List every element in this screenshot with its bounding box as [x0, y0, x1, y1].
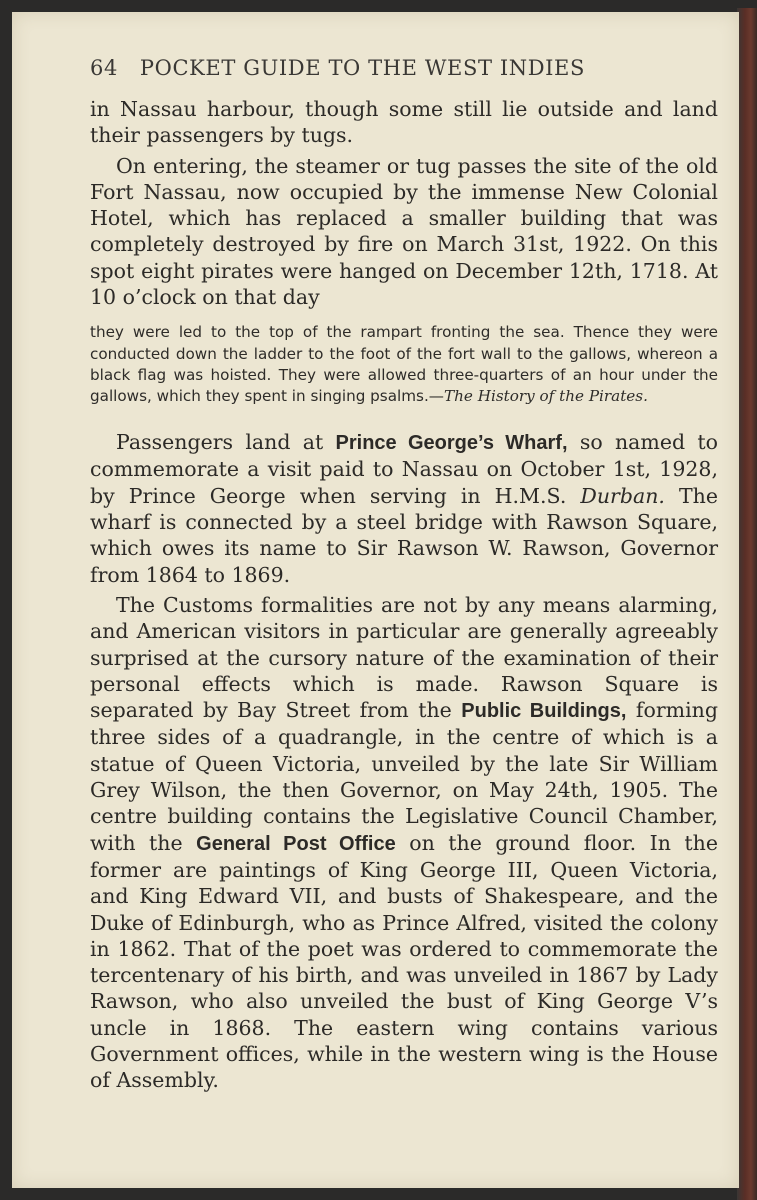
paragraph-4-text-a: The Customs formalities are not by any means alarming, and American visitors in particular are generally agreeably surprised at the cursory nature of the examination of their personal effects which is made. Rawson Square is separated by Bay Street from the: [90, 592, 718, 723]
public-buildings-heading: Public Buildings,: [461, 700, 627, 723]
paragraph-4-text-c: on the ground floor. In the former are paintings of King George III, Queen Victoria, and King Edward VII, and busts of Shakespeare, and the Duke of Edinburgh, who as Prince Alfred, visited the colony in 1862. That of the poet was ordered to commemorate the tercentenary of his birth, and was unveiled in 1867 by Lady Rawson, who also unveiled the bust of King George V’s uncle in 1868. The eastern wing contains various Government offices, while in the western wing is the House of Assembly.: [90, 830, 718, 1093]
paragraph-4: [90, 592, 718, 1094]
book-cover-edge: [737, 8, 757, 1200]
ship-name: Durban.: [580, 483, 665, 508]
running-header: [90, 56, 718, 90]
paragraph-3: [90, 429, 718, 588]
paragraph-1: in Nassau harbour, though some still lie outside and land their passengers by tugs.: [90, 97, 718, 148]
book-page: [12, 12, 739, 1188]
quote-source: The History of the Pirates.: [443, 386, 648, 405]
page-content: [90, 56, 718, 1094]
paragraph-3-text-a: Passengers land at: [116, 430, 336, 455]
block-quote: [90, 322, 718, 407]
page-number: 64: [90, 56, 118, 80]
post-office-heading: General Post Office: [196, 832, 396, 855]
running-title: POCKET GUIDE TO THE WEST INDIES: [139, 56, 585, 80]
paragraph-3-text-c: The wharf is connected by a steel bridge with Rawson Square, which owes its name to Sir Rawson W. Rawson, Governor from 1864 to 1869.: [90, 483, 718, 587]
paragraph-2: On entering, the steamer or tug passes the site of the old Fort Nassau, now occupied by the immense New Colonial Hotel, which has replaced a smaller building that was completely destroyed by fire on March 31st, 1922. On this spot eight pirates were hanged on December 12th, 1718. At 10 o’clock on that day: [90, 153, 718, 310]
paragraph-4-text-b: forming three sides of a quadrangle, in the centre of which is a statue of Queen Victoria, unveiled by the late Sir William Grey Wilson, the then Governor, on May 24th, 1905. The centre building contains the Legislative Council Chamber, with the: [90, 698, 718, 855]
wharf-name: Prince George’s Wharf,: [335, 432, 568, 455]
paragraph-3-text-b: so named to commemorate a visit paid to Nassau on October 1st, 1928, by Prince George when serving in H.M.S.: [90, 430, 718, 508]
quote-text: they were led to the top of the rampart fronting the sea. Thence they were conducted down the ladder to the foot of the fort wall to the gallows, whereon a black flag was hoisted. They were allowed three-quarters of an hour under the gallows, which they spent in singing psalms.—: [90, 323, 718, 405]
